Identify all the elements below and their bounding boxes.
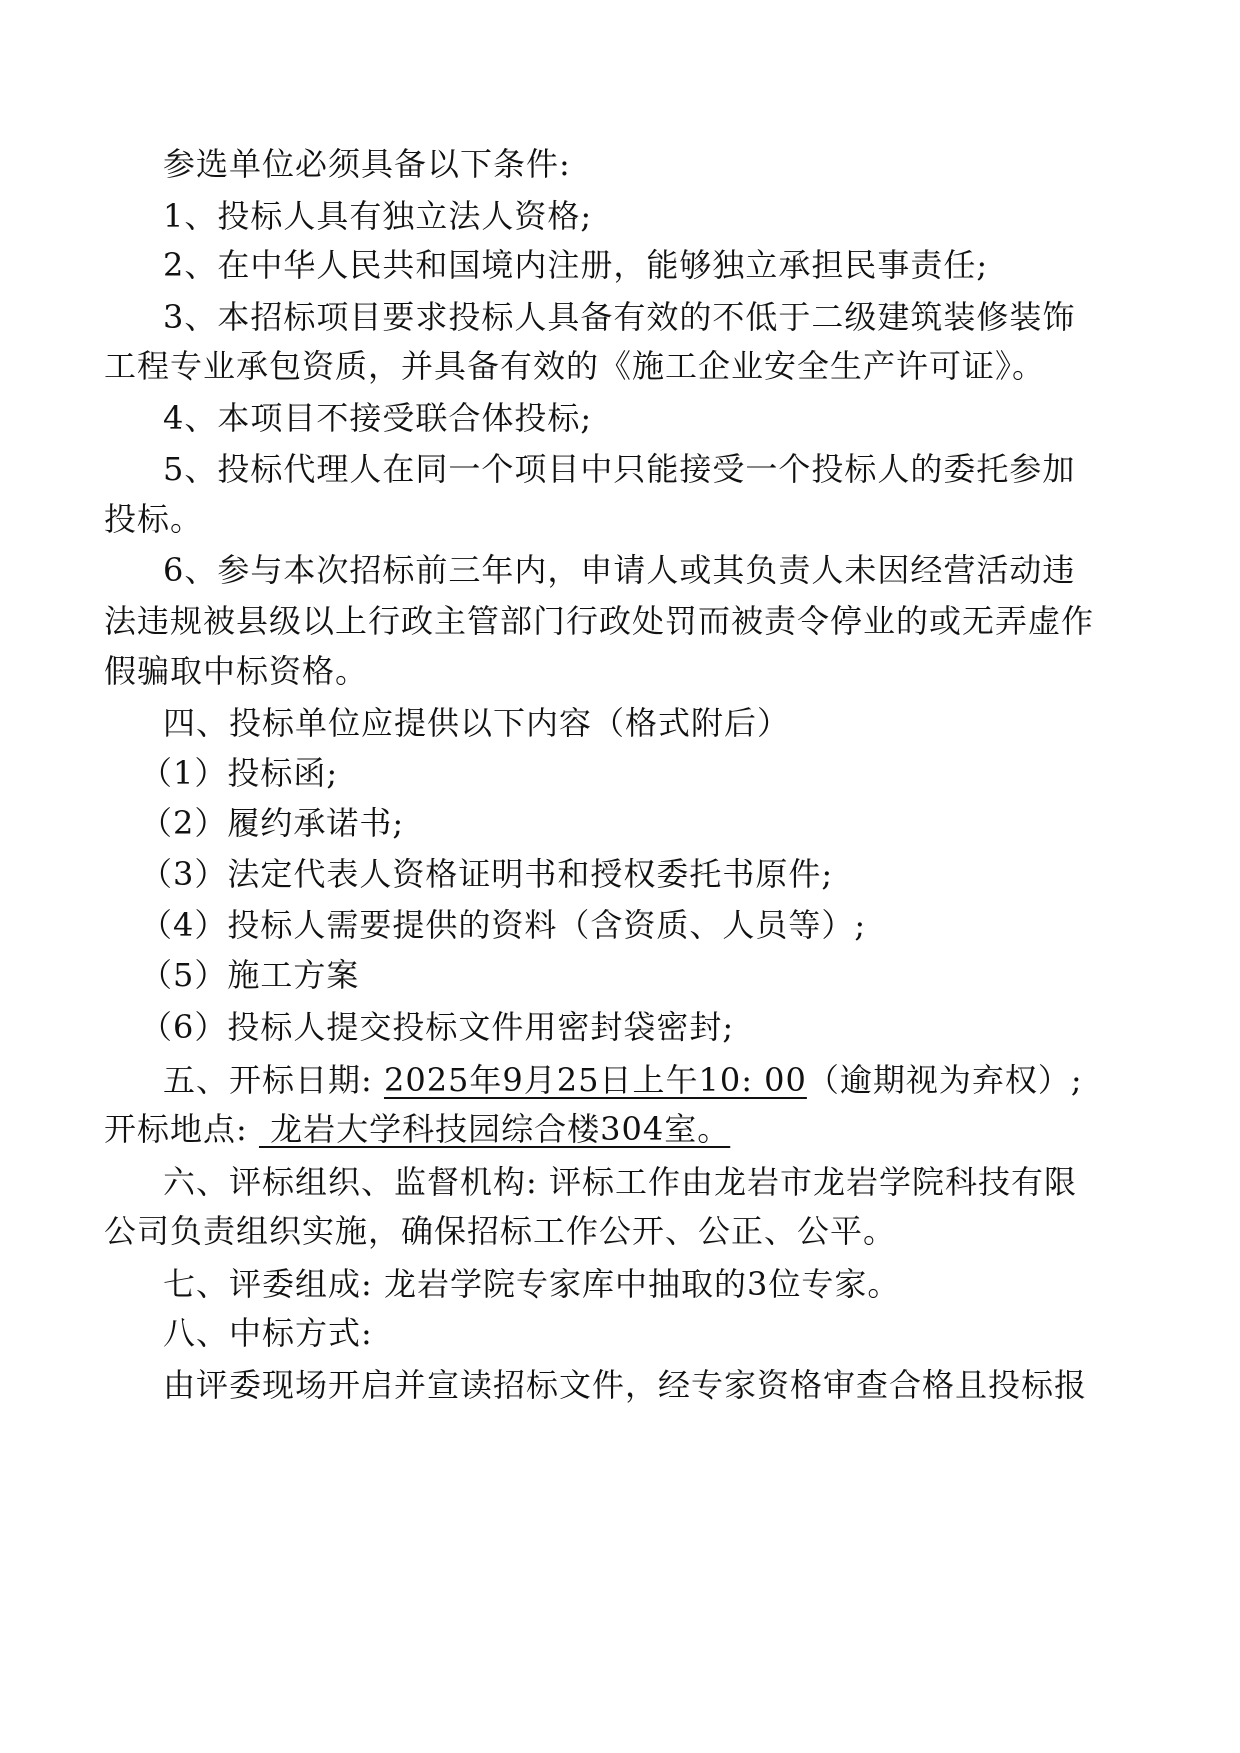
bid-opening-date-value: 2025年9月25日上午10: 00: [383, 1061, 807, 1099]
section-6-line-1: 六、评标组织、监督机构: 评标工作由龙岩市龙岩学院科技有限: [163, 1163, 1077, 1201]
section-4-item-2: （2）履约承诺书;: [140, 804, 405, 842]
condition-3-line-2: 工程专业承包资质，并具备有效的《施工企业安全生产许可证》。: [104, 347, 1046, 385]
condition-5-line-2: 投标。: [104, 500, 204, 538]
bid-opening-date-label: 五、开标日期:: [163, 1061, 384, 1099]
condition-3-line-1: 3、本招标项目要求投标人具备有效的不低于二级建筑装修装饰: [163, 298, 1076, 336]
condition-2: 2、在中华人民共和国境内注册，能够独立承担民事责任;: [163, 246, 989, 284]
section-8-text: 由评委现场开启并宣读招标文件，经专家资格审查合格且投标报: [163, 1366, 1088, 1404]
section-4-item-5: （5）施工方案: [140, 956, 360, 994]
bid-opening-date-note: （逾期视为弃权）;: [806, 1061, 1083, 1099]
condition-6-line-1: 6、参与本次招标前三年内，申请人或其负责人未因经营活动违: [163, 551, 1076, 589]
condition-1: 1、投标人具有独立法人资格;: [163, 197, 593, 235]
section-4-item-4: （4）投标人需要提供的资料（含资质、人员等）;: [140, 906, 867, 944]
condition-6-line-3: 假骗取中标资格。: [104, 652, 369, 690]
condition-6-line-2: 法违规被县级以上行政主管部门行政处罚而被责令停业的或无弄虚作: [104, 602, 1095, 640]
section-8-title: 八、中标方式:: [163, 1314, 373, 1352]
condition-4: 4、本项目不接受联合体投标;: [163, 399, 593, 437]
section-4-title: 四、投标单位应提供以下内容（格式附后）: [163, 704, 791, 742]
section-4-item-6: （6）投标人提交投标文件用密封袋密封;: [140, 1008, 735, 1046]
section-5-place-line: [104, 1109, 730, 1149]
section-4-item-3: （3）法定代表人资格证明书和授权委托书原件;: [140, 855, 834, 893]
bid-opening-place-value: 龙岩大学科技园综合楼304室。: [258, 1110, 731, 1148]
section-7: 七、评委组成: 龙岩学院专家库中抽取的3位专家。: [163, 1265, 901, 1303]
section-4-item-1: （1）投标函;: [140, 754, 339, 792]
condition-5-line-1: 5、投标代理人在同一个项目中只能接受一个投标人的委托参加: [163, 450, 1076, 488]
section-6-line-2: 公司负责组织实施，确保招标工作公开、公正、公平。: [104, 1212, 897, 1250]
bid-opening-place-label: 开标地点:: [104, 1110, 259, 1148]
section-5-date-line: [163, 1060, 1083, 1100]
intro-line: 参选单位必须具备以下条件:: [163, 145, 571, 183]
